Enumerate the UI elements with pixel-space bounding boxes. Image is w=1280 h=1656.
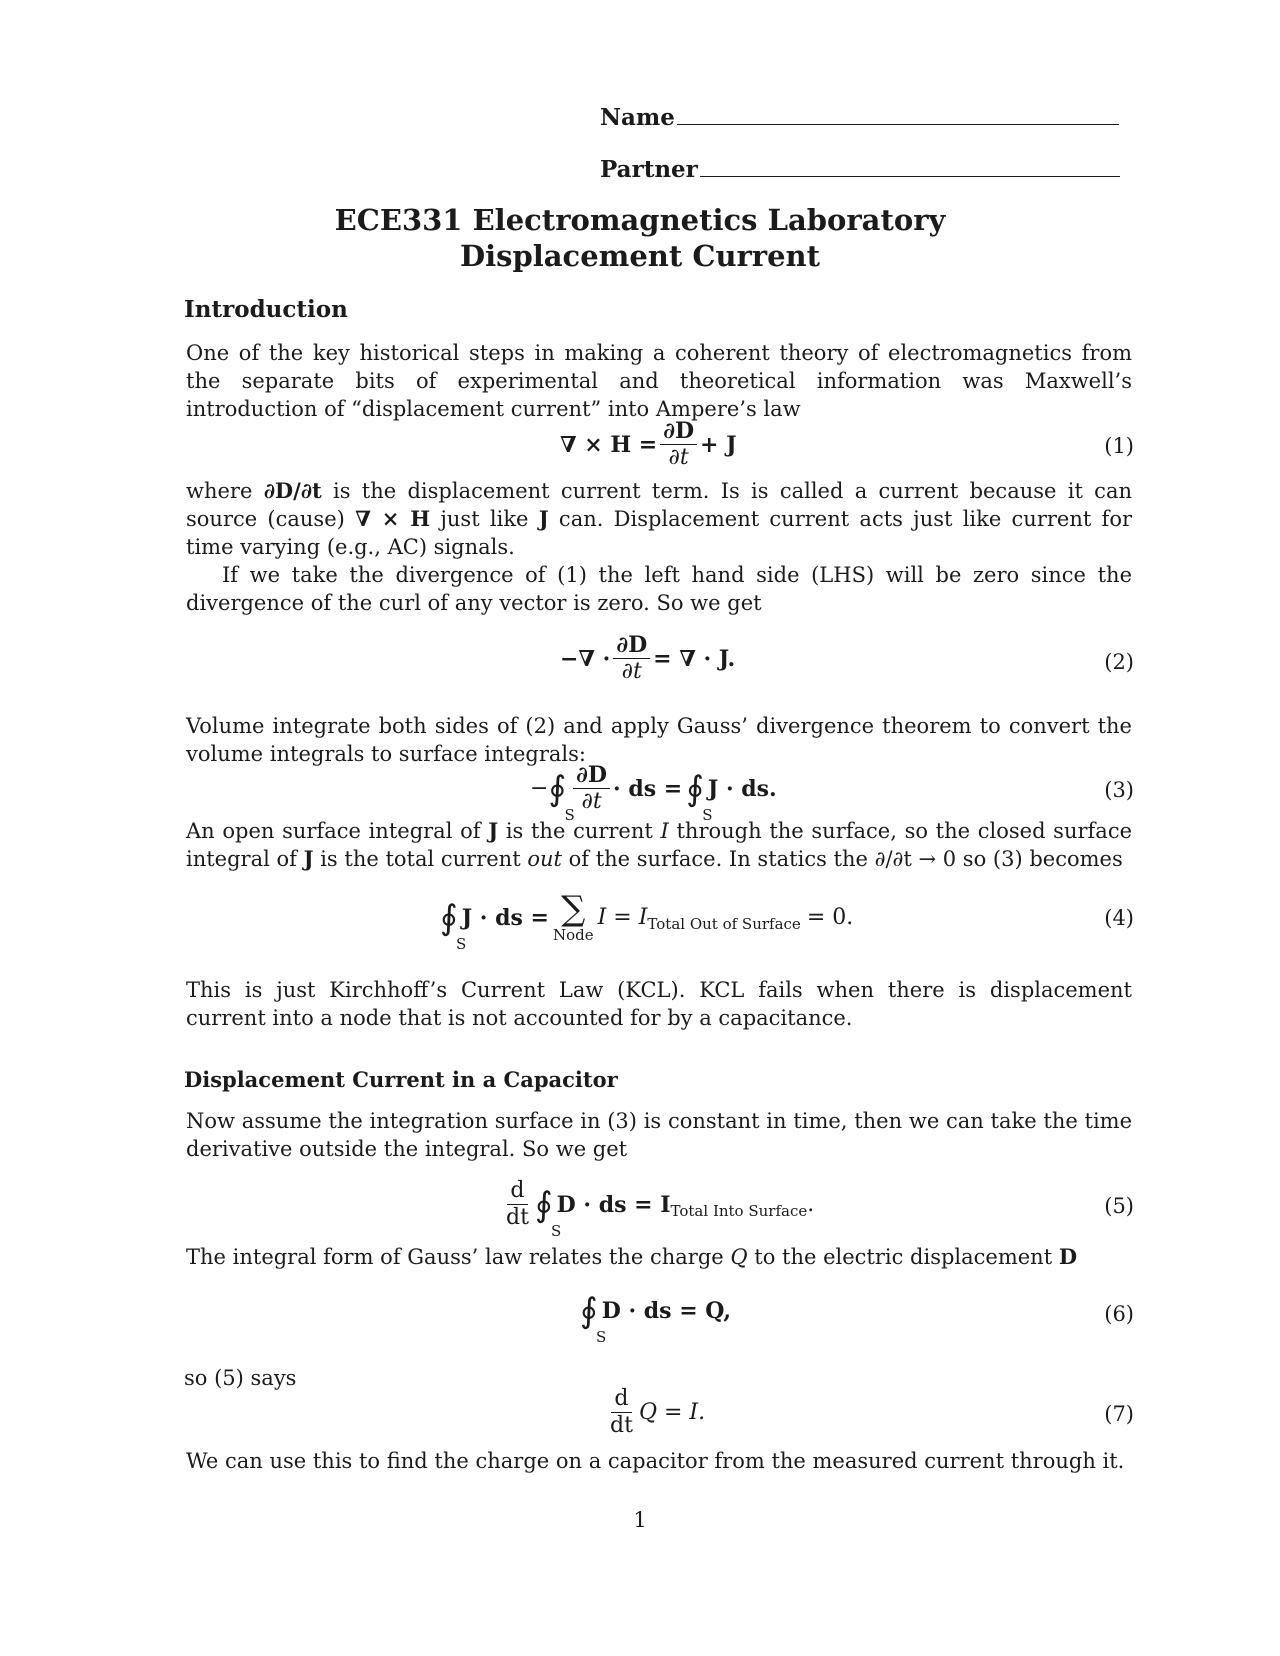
intro-paragraph-6: This is just Kirchhoff’s Current Law (KCL). KCL fails when there is displacement current into a node that is not accounted for by a capacitance. [186,978,1132,1030]
equation-3-number: (3) [1104,778,1134,802]
p5-part-g: is the total current [313,847,528,871]
section-heading-introduction: Introduction [184,296,348,323]
eq5-tail: . [807,1191,815,1217]
eq2-rhs: = ∇ · J. [653,645,736,672]
section-heading-capacitor: Displacement Current in a Capacitor [184,1067,618,1092]
p5-part-c: is the current [498,819,661,843]
equation-6-number: (6) [1104,1302,1134,1326]
eq1-numerator: ∂D [660,418,697,445]
cap-p2-part-b: Q [730,1245,748,1269]
eq2-fraction [613,632,650,685]
cap-p2-part-a: The integral form of Gauss’ law relates the charge [186,1245,731,1269]
eq2-numerator: ∂D [613,632,650,659]
capacitor-paragraph-1: Now assume the integration surface in (3) is constant in time, then we can take the time derivative outside the integral. So we get [186,1109,1132,1161]
eq3-rhs: J · ds. [707,775,777,802]
equation-3 [530,762,777,824]
eq3-minus: − [530,775,549,801]
p2-part-b: ∂D/∂t [263,478,322,503]
cap-p2-part-c: to the electric displacement [747,1245,1059,1269]
eq3-mid: · ds = [613,775,683,802]
capacitor-paragraph-3: so (5) says [184,1366,297,1390]
eq3-numerator: ∂D [573,762,610,789]
eq7-fraction [607,1386,636,1439]
eq1-denominator: ∂t [668,445,689,470]
capacitor-paragraph-2 [186,1243,1132,1271]
document-title-line1: ECE331 Electromagnetics Laboratory [334,203,946,237]
eq3-sub-left: S [564,805,575,824]
equation-5-number: (5) [1104,1194,1134,1218]
p2-part-c: is the displacement current term. Is is called a current because it can source (cause) [186,479,1132,531]
p5-part-d: I [660,819,669,843]
partner-blank-line [700,156,1120,177]
name-field [600,104,1119,132]
eq5-denominator: dt [506,1205,529,1230]
eq5-fraction [503,1178,532,1231]
eq1-rhs: + J [700,431,737,458]
intro-paragraph-4: Volume integrate both sides of (2) and apply Gauss’ divergence theorem to convert the volume integrals to surface integrals: [186,714,1132,766]
eq2-denominator: ∂t [621,659,642,684]
eq3-sub-right: S [702,805,713,824]
eq5-subscript: Total Into Surface [670,1201,808,1220]
name-label: Name [600,104,675,131]
eq5-sub: S [550,1221,562,1240]
eq6-body: D · ds = Q, [601,1298,732,1324]
p2-part-f: J [538,506,549,531]
equation-6 [580,1291,732,1346]
eq4-mid: I = I [597,905,648,930]
closed-integral-icon: ∮ S [440,901,458,935]
partner-field [600,156,1120,184]
p5-part-a: An open surface integral of [186,819,489,843]
page-number: 1 [633,1508,647,1532]
eq5-numerator: d [507,1178,527,1205]
eq4-rhs: = 0. [806,905,854,930]
p2-part-a: where [186,479,264,503]
p5-part-f: J [303,846,314,871]
equation-4 [440,889,854,953]
eq1-fraction [660,418,697,471]
equation-4-number: (4) [1104,906,1134,930]
closed-integral-icon: ∮ S [686,772,704,806]
eq4-sub: S [456,935,467,953]
p5-part-h: out [527,847,562,871]
eq1-lhs: ∇ × H = [560,431,658,458]
eq7-body: Q = I. [638,1399,706,1425]
equation-1 [560,418,737,471]
name-blank-line [677,104,1119,125]
intro-paragraph-3: If we take the divergence of (1) the left hand side (LHS) will be zero since the divergence of the curl of any vector is zero. So we get [186,563,1132,615]
equation-1-number: (1) [1104,434,1134,458]
document-title-line2: Displacement Current [459,239,821,273]
capacitor-paragraph-4: We can use this to find the charge on a capacitor from the measured current through it. [186,1449,1125,1473]
eq3-fraction [573,762,610,815]
equation-2-number: (2) [1104,650,1134,674]
p5-part-b: J [488,818,499,843]
p2-part-d: ∇ × H [355,506,431,531]
closed-integral-icon: ∮ S [580,1294,598,1328]
equation-5 [500,1178,815,1240]
eq6-sub: S [596,1328,607,1346]
partner-label: Partner [600,156,698,183]
intro-paragraph-1: One of the key historical steps in making a coherent theory of electromagnetics from the separate bits of experimental and theoretical information was Maxwell’s introduction of “displacement current” into Ampere’s law [186,341,1132,421]
sum-icon: ∑ Node [552,889,594,944]
eq4-sum-sub: Node [552,926,594,944]
closed-integral-icon: ∮ S [535,1188,553,1222]
p5-part-i: of the surface. In statics the ∂/∂t → 0 so (3) becomes [561,847,1123,871]
equation-7-number: (7) [1104,1402,1134,1426]
equation-2 [560,632,735,685]
eq4-lhs: J · ds = [461,905,549,931]
intro-paragraph-5 [186,817,1132,873]
p2-part-g: can. Displacement current acts just like current for time varying (e.g., AC) signals. [186,507,1132,559]
eq7-numerator: d [611,1386,631,1413]
eq3-denominator: ∂t [581,789,602,814]
cap-p2-part-d: D [1058,1244,1078,1269]
equation-7 [604,1386,705,1439]
closed-integral-icon: ∮ S [548,772,566,806]
intro-paragraph-2 [186,477,1132,561]
eq7-denominator: dt [610,1413,633,1438]
p5-part-e: through the surface, so the closed surface integral of [186,819,1133,871]
eq4-subscript: Total Out of Surface [647,915,801,933]
eq5-body: D · ds = I [556,1191,671,1218]
eq2-lhs: −∇ · [560,645,611,672]
p2-part-e: just like [430,507,539,531]
